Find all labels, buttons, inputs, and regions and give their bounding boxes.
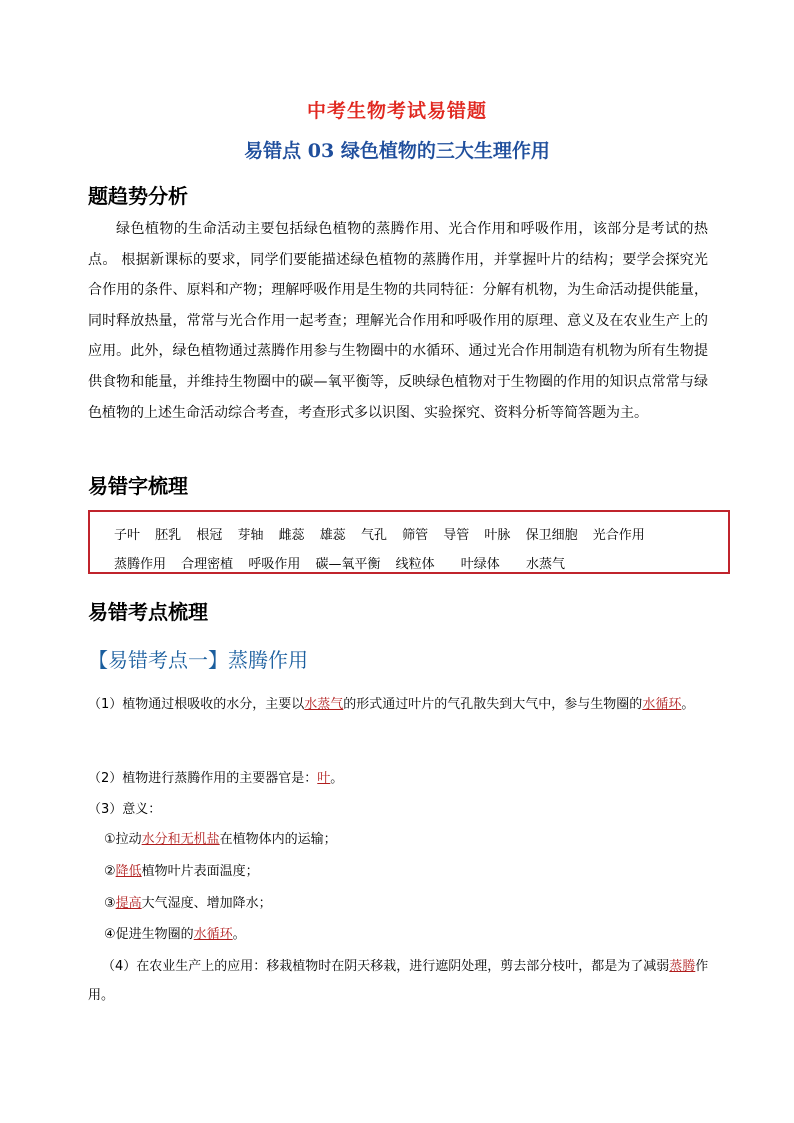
- significance-item-4: ④促进生物圈的水循环。: [104, 927, 246, 942]
- word-row-2: [114, 550, 728, 579]
- keyword: 水循环: [642, 697, 682, 712]
- word-item: 雄蕊: [319, 528, 346, 543]
- keyword: 水循环: [193, 927, 233, 942]
- word-item: 导管: [443, 528, 470, 543]
- keyword: 叶: [317, 771, 331, 786]
- word-item: 蒸腾作用: [114, 557, 167, 572]
- point-item-1: （1）植物通过根吸收的水分，主要以水蒸气的形式通过叶片的气孔散失到大气中，参与生物圈的水循环。: [88, 697, 695, 712]
- word-item: 胚乳: [155, 528, 182, 543]
- word-list-box: [88, 510, 730, 574]
- keyword: 水蒸气: [304, 697, 344, 712]
- word-item: 叶绿体: [460, 557, 500, 572]
- word-item: 子叶: [114, 528, 141, 543]
- keyword: 提高: [115, 896, 142, 911]
- significance-item-3: ③提高大气湿度、增加降水；: [104, 896, 272, 911]
- word-item: 根冠: [196, 528, 223, 543]
- section-heading-points: 易错考点梳理: [88, 600, 208, 624]
- word-item: 水蒸气: [525, 557, 565, 572]
- section-heading-trend: 题趋势分析: [88, 184, 188, 208]
- page-title: 中考生物考试易错题: [306, 100, 487, 122]
- word-item: 光合作用: [592, 528, 645, 543]
- trend-paragraph: 绿色植物的生命活动主要包括绿色植物的蒸腾作用、光合作用和呼吸作用，该部分是考试的热点。 根据新课标的要求，同学们要能描述绿色植物的蒸腾作用，并掌握叶片的结构；要学会探究光合作用的条件、原料和产物；理解呼吸作用是生物的共同特征：分解有机物，为生命活动提供能量，同时释放热量，常常与光合作用一起考查；理解光合作用和呼吸作用的原理、意义及在农业生产上的应用。此外，绿色植物通过蒸腾作用参与生物圈中的水循环、通过光合作用制造有机物为所有生物提供食物和能量，并维持生物圈中的碳—氧平衡等，反映绿色植物对于生物圈的作用的知识点常常与绿色植物的上述生命活动综合考查，考查形式多以识图、实验探究、资料分析等简答题为主。: [88, 221, 708, 421]
- word-item: 筛管: [402, 528, 429, 543]
- word-item: 气孔: [360, 528, 387, 543]
- word-item: 雌蕊: [278, 528, 305, 543]
- section-heading-words: 易错字梳理: [88, 474, 188, 498]
- keyword: 水分和无机盐: [141, 832, 220, 847]
- point-item-4: （4）在农业生产上的应用：移栽植物时在阴天移栽，进行遮阴处理，剪去部分枝叶，都是为了减弱蒸腾作用。: [88, 959, 709, 1003]
- word-item: 芽轴: [237, 528, 264, 543]
- word-item: 合理密植: [181, 557, 234, 572]
- word-item: 保卫细胞: [525, 528, 578, 543]
- word-item: 呼吸作用: [248, 557, 301, 572]
- word-item: 叶脉: [484, 528, 511, 543]
- word-row-1: [114, 521, 728, 550]
- page-subtitle: 易错点 03 绿色植物的三大生理作用: [244, 140, 550, 162]
- point-item-2: （2）植物进行蒸腾作用的主要器官是：叶。: [88, 771, 344, 786]
- keyword: 蒸腾: [669, 959, 696, 974]
- word-item: 线粒体: [395, 557, 435, 572]
- significance-item-2: ②降低植物叶片表面温度；: [104, 864, 259, 879]
- significance-item-1: ①拉动水分和无机盐在植物体内的运输；: [104, 832, 337, 847]
- keyword: 降低: [115, 864, 142, 879]
- subsection-heading: 【易错考点一】蒸腾作用: [88, 648, 308, 672]
- point-item-3: （3）意义：: [88, 802, 162, 817]
- word-item: 碳—氧平衡: [315, 557, 381, 572]
